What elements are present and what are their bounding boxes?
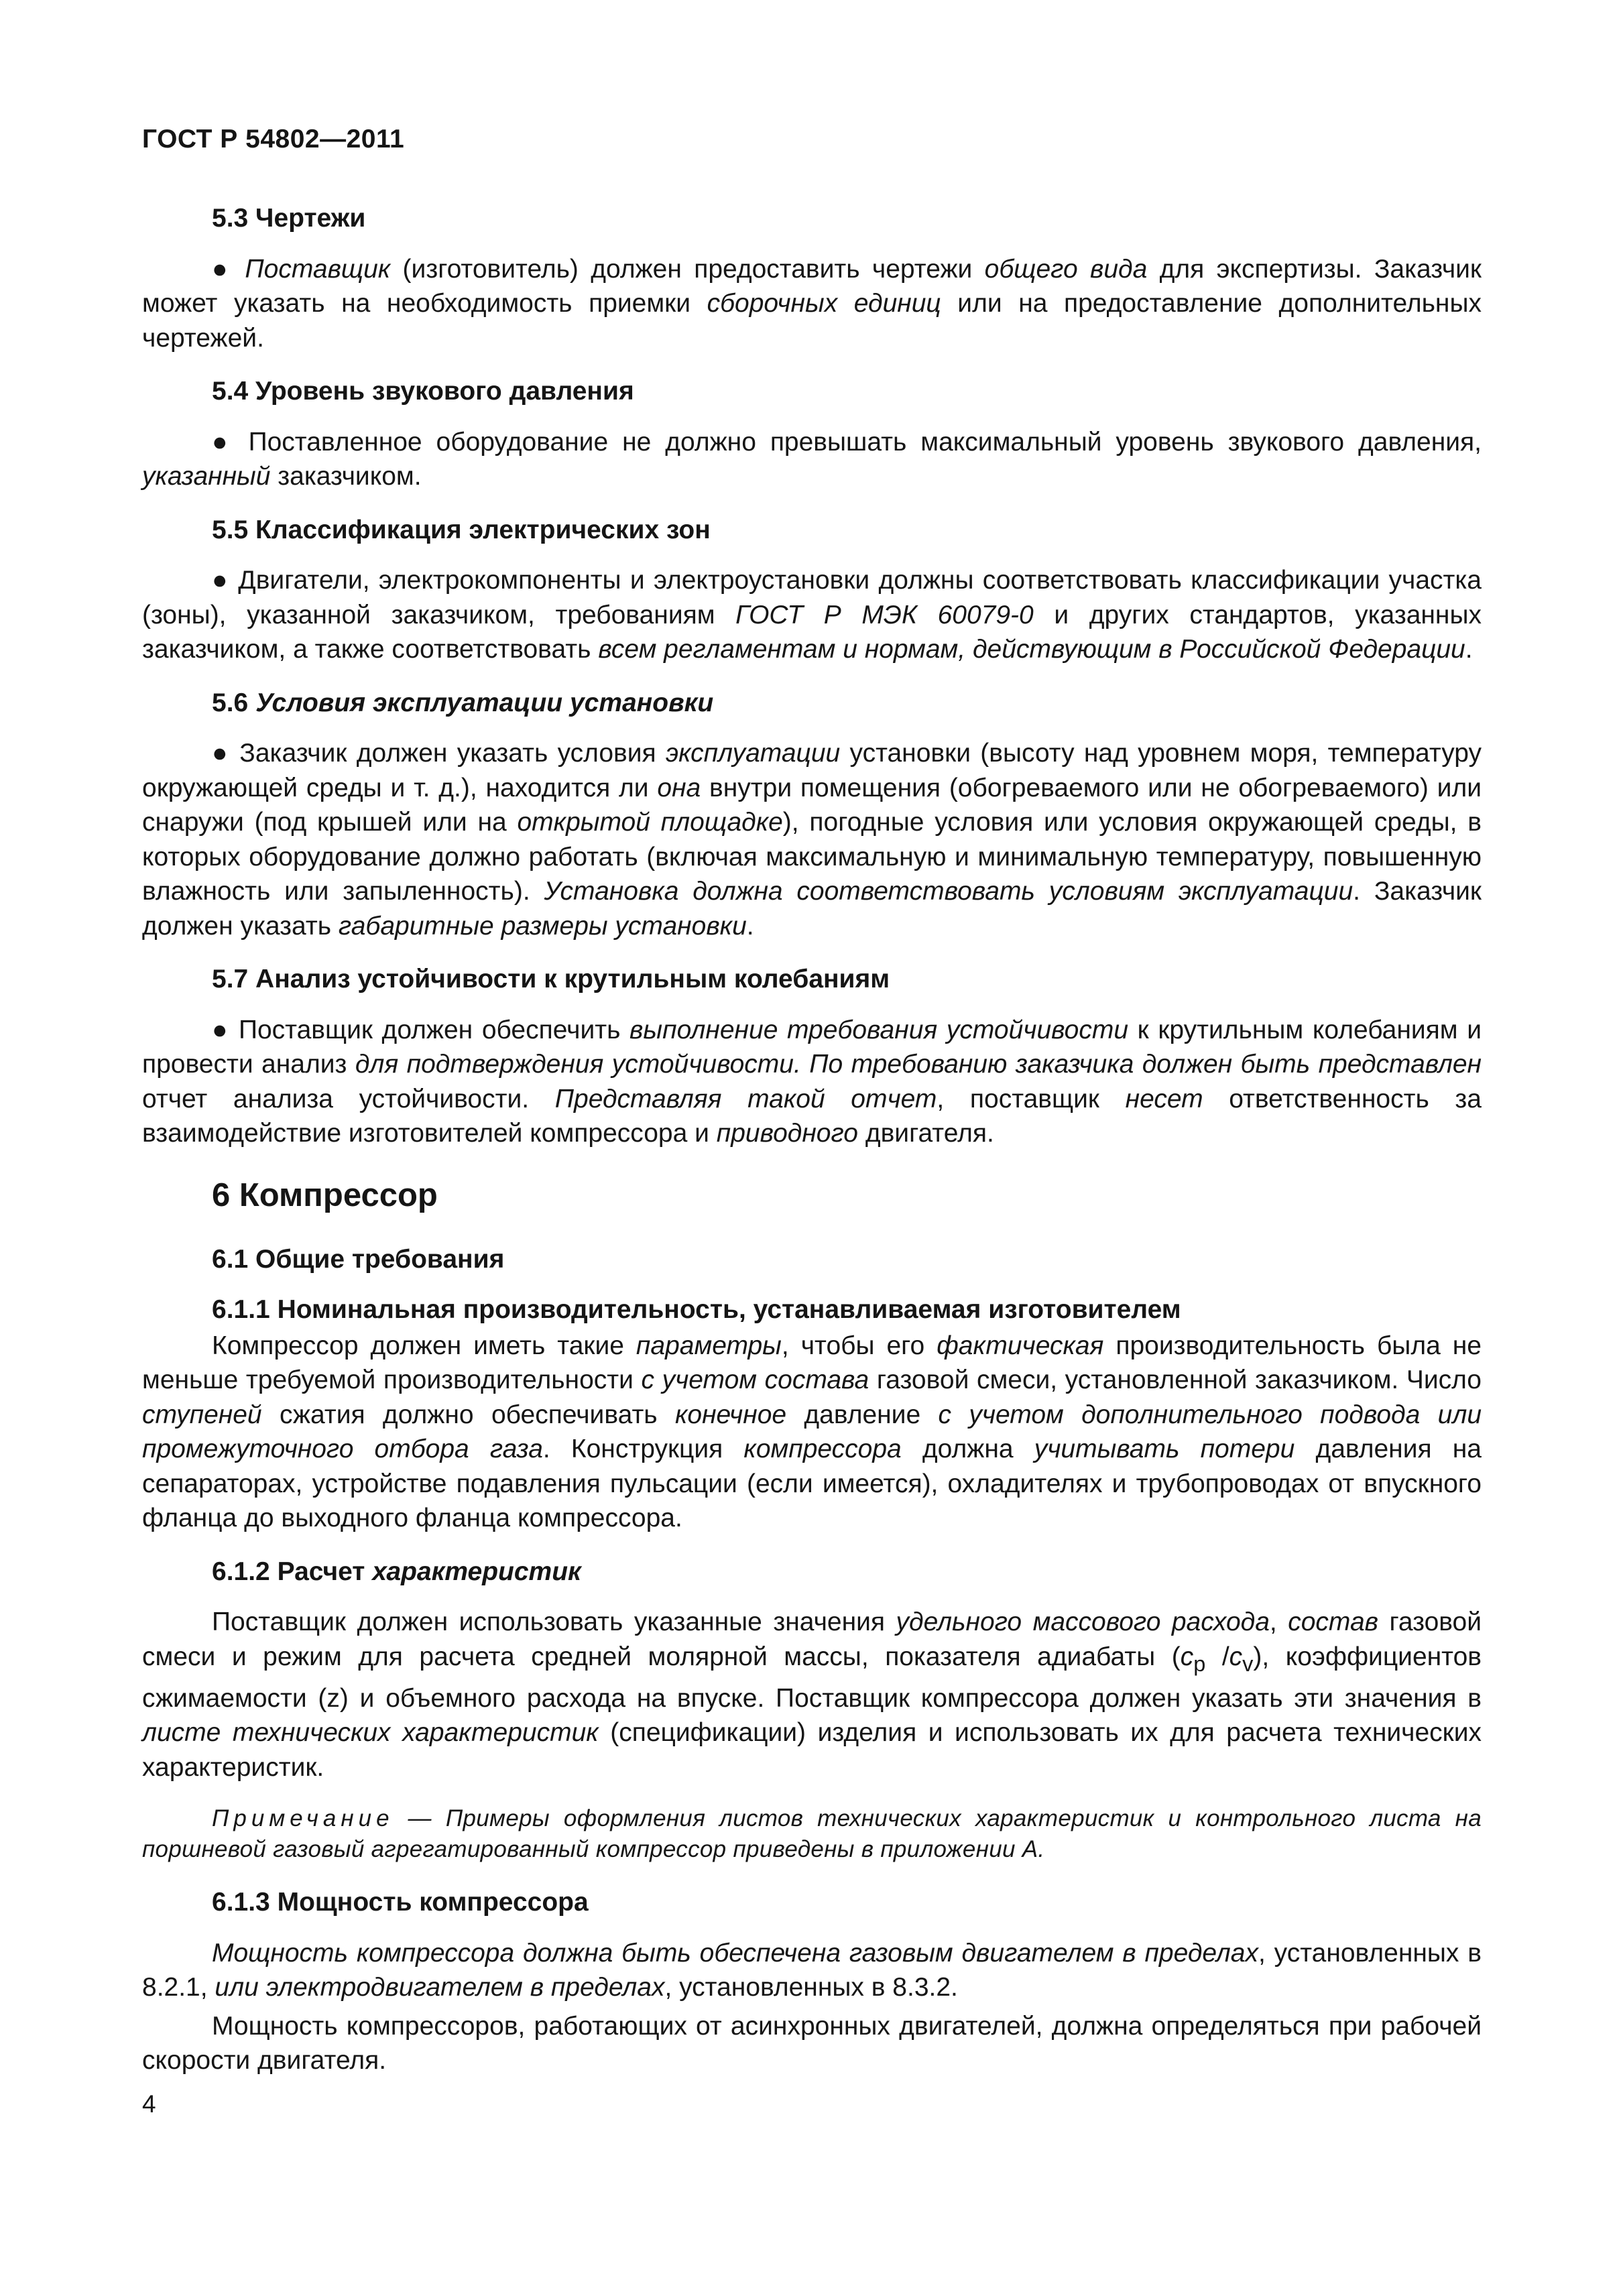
section-heading-6-1-1: 6.1.1 Номинальная производительность, устанавливаемая изготовителем bbox=[212, 1295, 1181, 1324]
paragraph-5-6: ● Заказчик должен указать условия эксплуатации установки (высоту над уровнем моря, температуру окружающей среды и т. д.), находится ли она внутри помещения (обогреваемого или не обогреваемого) или снаружи (под крышей или на открытой площадке), погодные условия или условия окружающей среды, в которых оборудование должно работать (включая максимальную и минимальную температуру, повышенную влажность или запыленность). Установка должна соответствовать условиям эксплуатации. Заказчик должен указать габаритные размеры установки. bbox=[142, 739, 1482, 941]
paragraph-5-4: ● Поставленное оборудование не должно превышать максимальный уровень звукового давления, указанный заказчиком. bbox=[142, 427, 1482, 491]
paragraph-6-1-3-second: Мощность компрессоров, работающих от асинхронных двигателей, должна определяться при рабочей скорости двигателя. bbox=[142, 2011, 1482, 2075]
section-heading-6-1: 6.1 Общие требования bbox=[212, 1244, 505, 1274]
note-6-1-2: Примечание — Примеры оформления листов технических характеристик и контрольного листа на поршневой газовый агрегатированный компрессор приведены в приложении А. bbox=[142, 1805, 1482, 1863]
section-heading-6-1-2: 6.1.2 Расчет характеристик bbox=[212, 1557, 581, 1586]
section-heading-5-3: 5.3 Чертежи bbox=[212, 204, 366, 233]
document-body bbox=[142, 201, 1482, 2097]
section-heading-5-4: 5.4 Уровень звукового давления bbox=[212, 377, 634, 406]
paragraph-6-1-2: Поставщик должен использовать указанные значения удельного массового расхода, состав газовой смеси и режим для расчета средней молярной массы, показателя адиабаты ($c_p$ $/c_v$), коэффициентов сжимаемости (z) и объемного расхода на впуске. Поставщик компрессора должен указать эти значения в листе технических характеристик (спецификации) изделия и использовать их для расчета технических характеристик. bbox=[142, 1608, 1482, 1782]
section-heading-5-7: 5.7 Анализ устойчивости к крутильным колебаниям bbox=[212, 965, 890, 993]
chapter-heading-6: 6 Компрессор bbox=[212, 1176, 438, 1213]
section-heading-5-5: 5.5 Классификация электрических зон bbox=[212, 515, 711, 544]
paragraph-5-5: ● Двигатели, электрокомпоненты и электроустановки должны соответствовать классификации участка (зоны), указанной заказчиком, требованиям ГОСТ Р МЭК 60079-0 и других стандартов, указанных заказчиком, а также соответствовать всем регламентам и нормам, действующим в Российской Федерации. bbox=[142, 566, 1482, 664]
paragraph-6-1-1: Компрессор должен иметь такие параметры, чтобы его фактическая производительность была не меньше требуемой производительности с учетом состава газовой смеси, установленной заказчиком. Число ступеней сжатия должно обеспечивать конечное давление с учетом дополнительного подвода или промежуточного отбора газа. Конструкция компрессора должна учитывать потери давления на сепараторах, устройстве подавления пульсации (если имеется), охладителях и трубопроводах от впускного фланца до выходного фланца компрессора. bbox=[142, 1331, 1482, 1532]
note-label: Примечание bbox=[212, 1805, 394, 1832]
page-number: 4 bbox=[142, 2090, 156, 2118]
document-header: ГОСТ Р 54802—2011 bbox=[142, 125, 405, 154]
section-heading-6-1-3: 6.1.3 Мощность компрессора bbox=[212, 1888, 589, 1917]
paragraph-5-3: ● Поставщик (изготовитель) должен предоставить чертежи общего вида для экспертизы. Заказчик может указать на необходимость приемки сборочных единиц или на предоставление дополнительных чертежей. bbox=[142, 254, 1482, 353]
paragraph-6-1-3-first: Мощность компрессора должна быть обеспечена газовым двигателем в пределах, установленных в 8.2.1, или электродвигателем в пределах, установленных в 8.3.2. bbox=[142, 1938, 1482, 2002]
paragraph-5-7: ● Поставщик должен обеспечить выполнение требования устойчивости к крутильным колебаниям и провести анализ для подтверждения устойчивости. По требованию заказчика должен быть представлен отчет анализа устойчивости. Представляя такой отчет, поставщик несет ответственность за взаимодействие изготовителей компрессора и приводного двигателя. bbox=[142, 1015, 1482, 1148]
section-heading-5-6: 5.6 Условия эксплуатации установки bbox=[212, 688, 714, 717]
